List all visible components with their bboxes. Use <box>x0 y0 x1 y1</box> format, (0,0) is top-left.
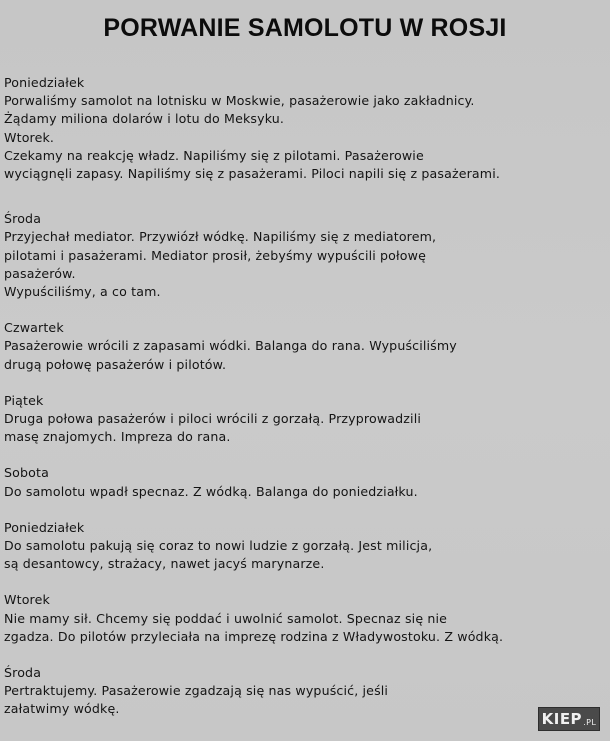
story-line: Przyjechał mediator. Przywiózł wódkę. Napiliśmy się z mediatorem, <box>4 229 437 245</box>
story-section-friday <box>4 392 604 447</box>
day-heading: Wtorek <box>4 592 50 608</box>
story-line: Wypuściliśmy, a co tam. <box>4 284 161 300</box>
story-section-saturday <box>4 464 604 500</box>
site-watermark-logo <box>538 707 600 731</box>
story-section-wednesday-2 <box>4 664 604 719</box>
story-line: załatwimy wódkę. <box>4 701 120 717</box>
story-line: wyciągnęli zapasy. Napiliśmy się z pasażerami. Piloci napili się z pasażerami. <box>4 166 501 182</box>
day-heading: Sobota <box>4 465 49 481</box>
story-section-monday-tuesday <box>4 74 604 183</box>
story-line: pilotami i pasażerami. Mediator prosił, żebyśmy wypuścili połowę <box>4 247 426 263</box>
story-line: drugą połowę pasażerów i pilotów. <box>4 356 227 372</box>
story-line: Do samolotu pakują się coraz to nowi ludzie z gorzałą. Jest milicja, <box>4 538 433 554</box>
story-line: masę znajomych. Impreza do rana. <box>4 429 231 445</box>
story-line: Porwaliśmy samolot na lotnisku w Moskwie, pasażerowie jako zakładnicy. <box>4 93 475 109</box>
watermark-text: KIEP <box>541 710 583 728</box>
watermark-suffix: .PL <box>583 717 597 727</box>
story-line: Nie mamy sił. Chcemy się poddać i uwolnić samolot. Specnaz się nie <box>4 610 448 626</box>
day-heading: Poniedziałek <box>4 75 85 90</box>
story-line: są desantowcy, strażacy, nawet jacyś marynarze. <box>4 556 325 572</box>
story-section-thursday <box>4 319 604 374</box>
story-line: Czekamy na reakcję władz. Napiliśmy się z pilotami. Pasażerowie <box>4 147 424 163</box>
day-heading: Środa <box>4 211 42 227</box>
day-heading: Piątek <box>4 392 44 408</box>
story-line: Pertraktujemy. Pasażerowie zgadzają się nas wypuścić, jeśli <box>4 683 389 699</box>
day-heading: Czwartek <box>4 320 64 336</box>
story-line: Druga połowa pasażerów i piloci wrócili z gorzałą. Przyprowadzili <box>4 411 421 427</box>
day-heading: Środa <box>4 665 42 681</box>
story-line: Żądamy miliona dolarów i lotu do Meksyku. <box>4 111 285 127</box>
story-line: zgadza. Do pilotów przyleciała na imprezę rodzina z Władywostoku. Z wódką. <box>4 628 504 644</box>
story-line: Do samolotu wpadł specnaz. Z wódką. Balanga do poniedziałku. <box>4 483 418 499</box>
story-body <box>4 74 604 719</box>
story-section-monday-2 <box>4 519 604 574</box>
story-line: pasażerów. <box>4 265 76 281</box>
day-heading: Wtorek. <box>4 129 55 145</box>
day-heading: Poniedziałek <box>4 519 85 535</box>
story-section-tuesday-2 <box>4 591 604 646</box>
story-section-wednesday <box>4 210 604 301</box>
story-line: Pasażerowie wrócili z zapasami wódki. Balanga do rana. Wypuściliśmy <box>4 338 457 354</box>
page-title: PORWANIE SAMOLOTU W ROSJI <box>103 14 507 42</box>
